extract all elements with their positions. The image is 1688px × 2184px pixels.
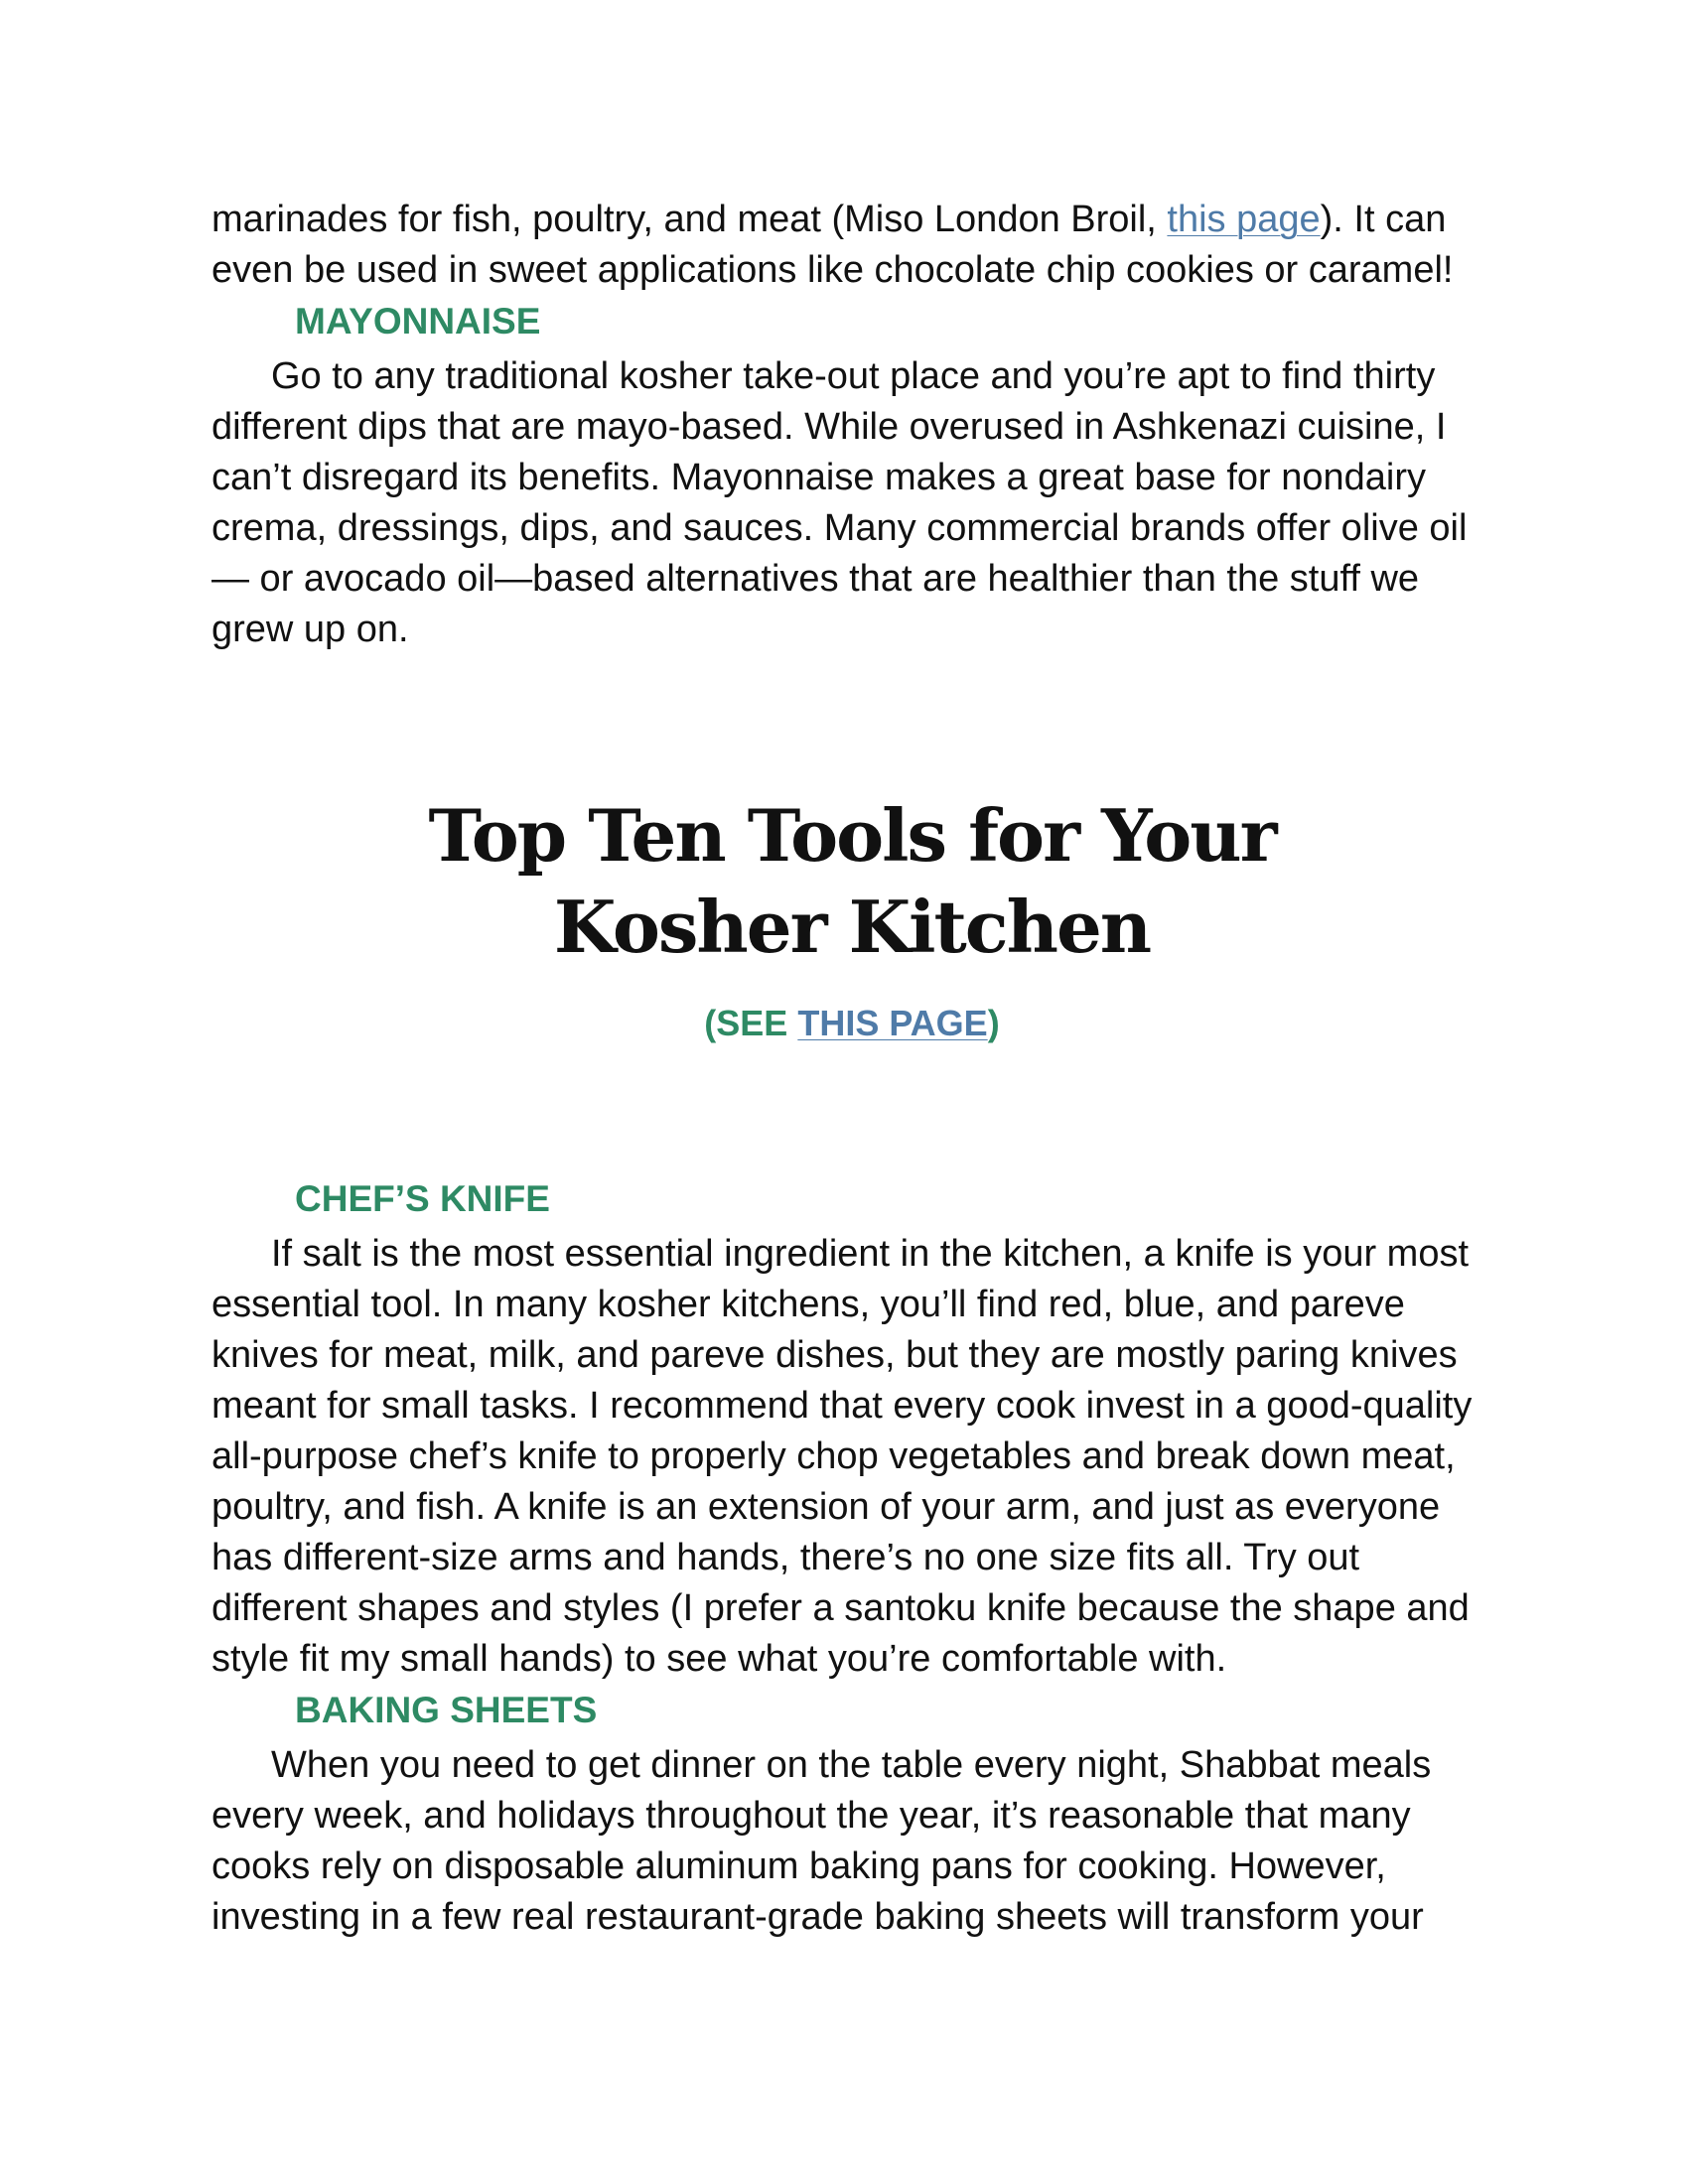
chefs-knife-heading: CHEF’S KNIFE — [295, 1178, 550, 1219]
section-title: Top Ten Tools for Your Kosher Kitchen — [428, 793, 1276, 969]
see-close: ) — [987, 1003, 1000, 1043]
mayonnaise-paragraph: Go to any traditional kosher take-out place and you’re apt to find thirty different dips that are mayo-based. While overused in Ashkenazi cuisine, I can’t disregard its benefits. Mayonnaise makes a great base for nondairy crema, dressings, dips, and sauces. Many commercial brands offer olive oil— or avocado oil—based alternatives that are healthier than the stuff we grew up on. — [211, 355, 1468, 650]
see-this-page-line — [211, 999, 1492, 1048]
intro-text-start: marinades for fish, poultry, and meat (Miso London Broil, — [211, 199, 1168, 240]
mayonnaise-heading: MAYONNAISE — [295, 301, 541, 341]
baking-sheets-paragraph: When you need to get dinner on the table every night, Shabbat meals every week, and holidays throughout the year, it’s reasonable that many cooks rely on disposable aluminum baking pans for cooking. However, investing in a few real restaurant-grade baking sheets will transform your — [211, 1744, 1432, 1938]
baking-sheets-heading: BAKING SHEETS — [295, 1690, 598, 1730]
see-this-page-link[interactable]: THIS PAGE — [797, 1003, 988, 1043]
page-content — [211, 195, 1492, 1943]
see-open: (SEE — [704, 1003, 798, 1043]
intro-text-end: ). It can even be used in sweet applications like chocolate chip cookies or caramel! — [211, 199, 1454, 291]
chefs-knife-paragraph: If salt is the most essential ingredient in the kitchen, a knife is your most essential tool. In many kosher kitchens, you’ll find red, blue, and pareve knives for meat, milk, and pareve dishes, but they are mostly paring knives meant for small tasks. I recommend that every cook invest in a good-quality all-purpose chef’s knife to properly chop vegetables and break down meat, poultry, and fish. A knife is an extension of your arm, and just as everyone has different-size arms and hands, there’s no one size fits all. Try out different shapes and styles (I prefer a santoku knife because the shape and style fit my small hands) to see what you’re comfortable with. — [211, 1233, 1473, 1680]
this-page-link[interactable]: this page — [1167, 199, 1321, 240]
intro-paragraph — [211, 195, 1492, 296]
